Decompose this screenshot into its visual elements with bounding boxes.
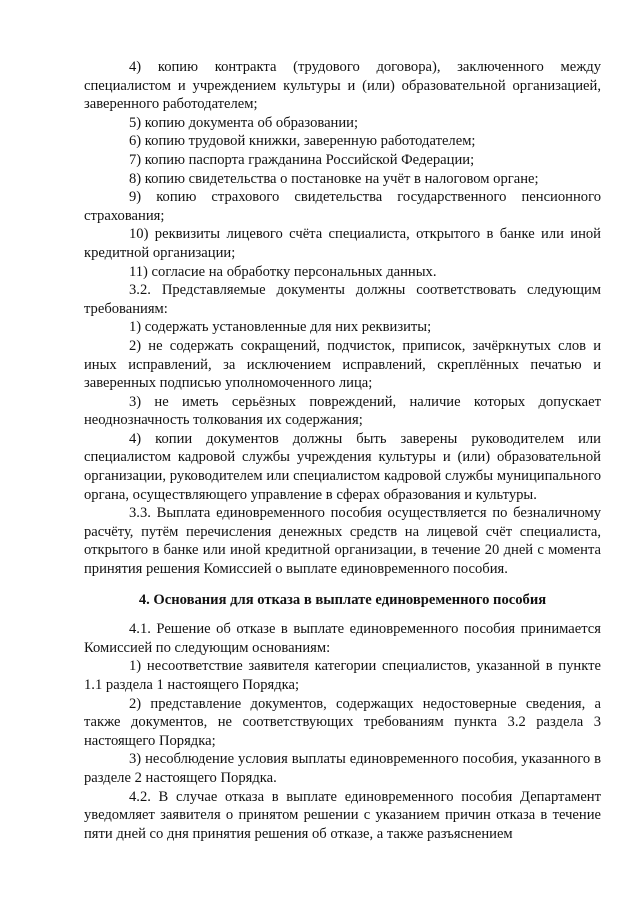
list-item: 2) представление документов, содержащих недостоверные сведения, а также документов, не соответствующих требованиям пункта 3.2 раздела 3 настоящего Порядка; <box>84 695 601 749</box>
list-item: 1) несоответствие заявителя категории специалистов, указанной в пункте 1.1 раздела 1 настоящего Порядка; <box>84 658 601 693</box>
clause-4-1: 4.1. Решение об отказе в выплате единовременного пособия принимается Комиссией по следующим основаниям: <box>84 621 601 656</box>
list-item: 3) не иметь серьёзных повреждений, наличие которых допускает неоднозначность толкования их содержания; <box>84 393 601 429</box>
list-item: 8) копию свидетельства о постановке на учёт в налоговом органе; <box>129 170 539 187</box>
list-item: 7) копию паспорта гражданина Российской Федерации; <box>129 151 475 168</box>
list-item: 4) копии документов должны быть заверены руководителем или специалистом кадровой службы учреждения культуры и (или) образовательной организации, руководителем или специалистом кадровой службы муниципального органа, осуществляющего управление в сферах образования и культуры. <box>84 430 601 503</box>
list-item: 9) копию страхового свидетельства государственного пенсионного страхования; <box>84 189 601 224</box>
clause-3-3: 3.3. Выплата единовременного пособия осуществляется по безналичному расчёту, путём перечисления денежных средств на лицевой счёт специалиста, открытого в банке или иной кредитной организации, в течение 20 дней с момента принятия решения Комиссией о выплате единовременного пособия. <box>84 505 601 578</box>
list-item: 10) реквизиты лицевого счёта специалиста, открытого в банке или иной кредитной организации; <box>84 226 601 261</box>
document-body <box>84 58 601 843</box>
list-item: 6) копию трудовой книжки, заверенную работодателем; <box>129 133 476 150</box>
list-item: 4) копию контракта (трудового договора), заключенного между специалистом и учреждением культуры и (или) образовательной организацией, заверенного работодателем; <box>84 59 601 113</box>
clause-3-2: 3.2. Представляемые документы должны соответствовать следующим требованиям: <box>84 282 601 317</box>
list-item: 3) несоблюдение условия выплаты единовременного пособия, указанного в разделе 2 настоящего Порядка. <box>84 751 601 786</box>
list-item: 11) согласие на обработку персональных данных. <box>129 263 437 280</box>
section-heading: 4. Основания для отказа в выплате единовременного пособия <box>138 591 547 608</box>
list-item: 5) копию документа об образовании; <box>129 114 359 131</box>
list-item: 1) содержать установленные для них реквизиты; <box>129 319 432 336</box>
clause-4-2: 4.2. В случае отказа в выплате единовременного пособия Департамент уведомляет заявителя о принятом решении с указанием причин отказа в течение пяти дней со дня принятия решения об отказе, а также разъяснением <box>84 788 601 842</box>
list-item: 2) не содержать сокращений, подчисток, приписок, зачёркнутых слов и иных исправлений, за исключением исправлений, скреплённых печатью и заверенных подписью уполномоченного лица; <box>84 337 601 392</box>
